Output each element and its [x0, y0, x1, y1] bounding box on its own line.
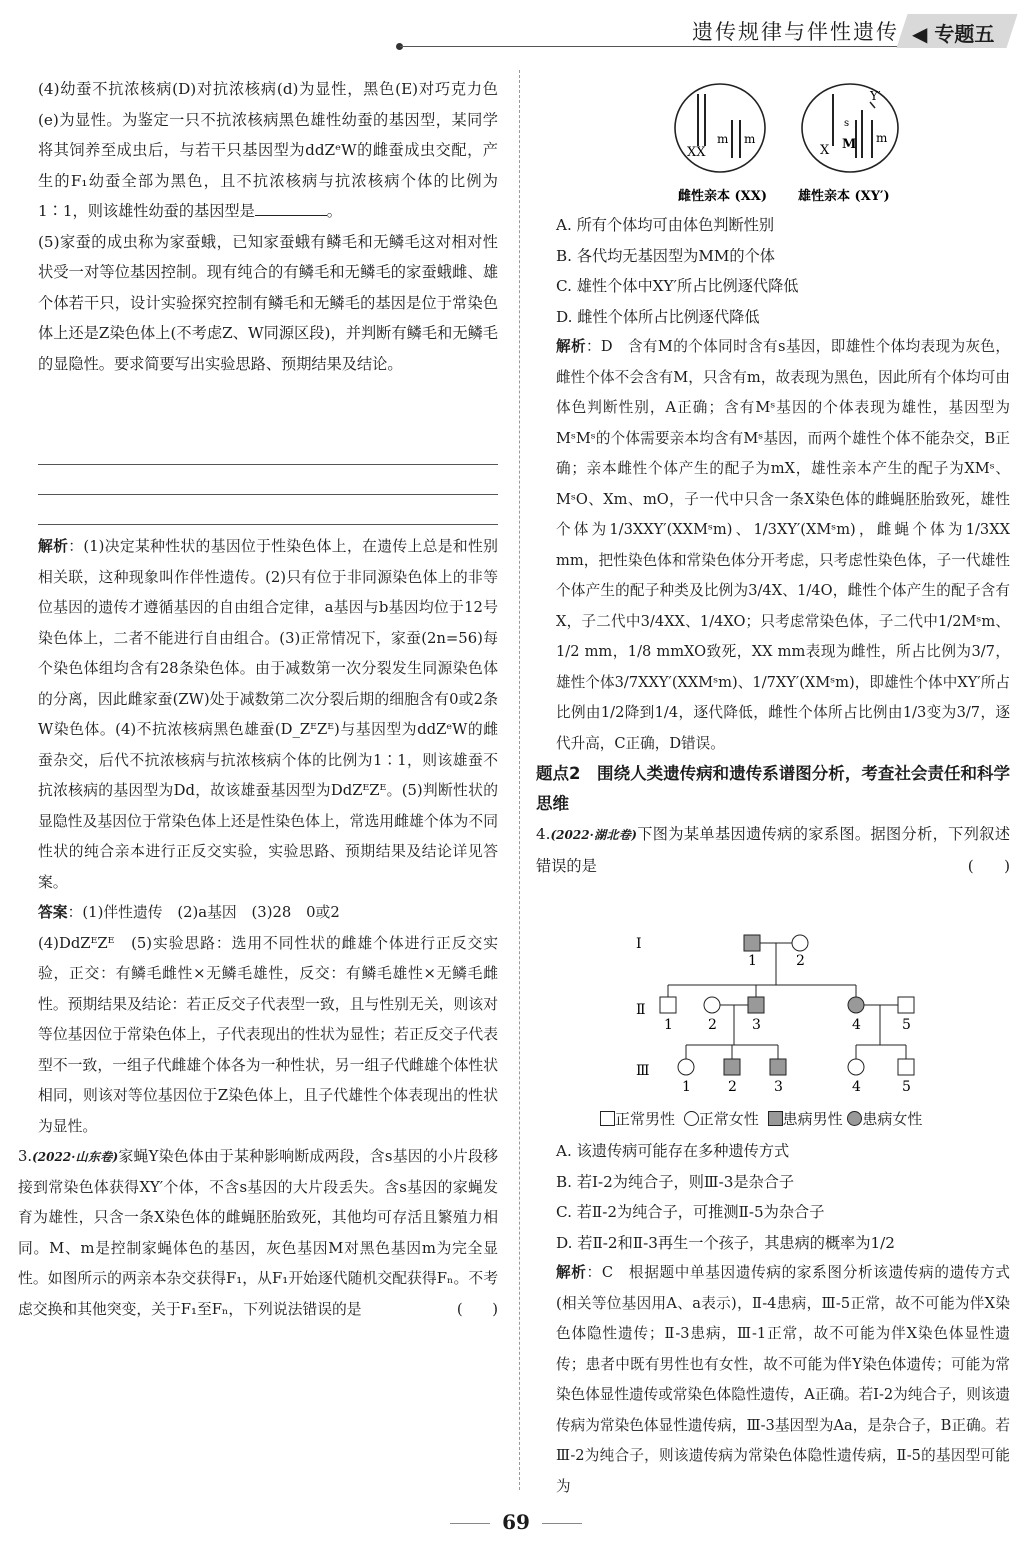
left-column	[38, 74, 498, 379]
male-m-label: m	[876, 131, 888, 145]
svg-text:5: 5	[902, 1017, 911, 1033]
section-heading: 题点2 围绕人类遗传病和遗传系谱图分析，考查社会责任和科学思维	[536, 764, 1010, 813]
q4-option-b: B. 若Ⅰ-2为纯合子，则Ⅲ-3是杂合子	[556, 1172, 795, 1191]
pedigree-legend: 正常男性 正常女性 患病男性 患病女性	[600, 1108, 922, 1129]
svg-text:1: 1	[664, 1017, 673, 1033]
page-number: 69	[0, 1510, 1032, 1534]
right-column	[536, 210, 1010, 881]
III-3-affected-male	[770, 1059, 786, 1075]
q3-option-b: B. 各代均无基因型为MM的个体	[556, 246, 775, 265]
q3-option-a: A. 所有个体均可由体色判断性别	[556, 216, 775, 234]
affected-female-icon	[847, 1111, 862, 1126]
analysis-label: 解析	[556, 1264, 587, 1281]
analysis-label: 解析	[38, 538, 69, 555]
chapter-tab: ◀ 专题五	[912, 22, 995, 46]
II-1-normal-male	[660, 997, 676, 1013]
female-parent-label: 雌性亲本 (XX)	[678, 189, 768, 204]
svg-text:1: 1	[748, 953, 757, 969]
female-xx-label: XX	[687, 145, 706, 160]
female-m-label: m	[717, 132, 729, 146]
question-5-text: (5)家蚕的成虫称为家蚕蛾，已知家蚕蛾有鳞毛和无鳞毛这对相对性状受一对等位基因控制。现有纯合的有鳞毛和无鳞毛的家蚕蛾雌、雄个体若干只，设计实验探究控制有鳞毛和无鳞毛的基因是位于常染色体上还是Z染色体上(不考虑Z、W同源区段)，并判断有鳞毛和无鳞毛的显隐性。要求简要写出实验思路、预期结果及结论。	[38, 232, 498, 373]
answer-paragraph: 答案：(1)伴性遗传 (2)a基因 (3)28 0或2	[38, 904, 340, 921]
answer-line-1	[38, 464, 498, 465]
left-analysis	[18, 532, 498, 1325]
II-5-normal-male	[898, 997, 914, 1013]
q3-option-c: C. 雄性个体中XY′所占比例逐代降低	[556, 277, 799, 295]
svg-text:4: 4	[852, 1079, 861, 1095]
right-column-lower	[556, 1136, 1010, 1502]
svg-text:4: 4	[852, 1017, 861, 1033]
answer-line-3	[38, 524, 498, 525]
III-2-affected-male	[724, 1059, 740, 1075]
question-4-text: (4)幼蚕不抗浓核病(D)对抗浓核病(d)为显性，黑色(E)对巧克力色(e)为显性。为鉴定一只不抗浓核病黑色雄性幼蚕的基因型，某同学将其饲养至成虫后，与若干只基因型为ddZᵉW的雌蚕成虫交配，产生的F₁幼蚕全部为黑色，且不抗浓核病与抗浓核病个体的比例为1∶1，则该雄性幼蚕的基因型是 。	[38, 80, 498, 220]
II-4-affected-female	[848, 997, 864, 1013]
normal-male-icon	[600, 1111, 615, 1126]
svg-text:1: 1	[682, 1079, 691, 1095]
affected-male-icon	[768, 1111, 783, 1126]
male-M-label: M	[842, 137, 857, 152]
normal-female-icon	[684, 1111, 699, 1126]
gen-II-label: Ⅱ	[636, 1002, 646, 1018]
male-parent-label: 雄性亲本 (XY′)	[798, 189, 890, 204]
header-rule	[400, 46, 900, 47]
male-x-label: X	[820, 143, 830, 158]
svg-text:2: 2	[728, 1079, 737, 1095]
question-4-right: 4.(2022·湖北卷)下图为某单基因遗传病的家系图。据图分析，下列叙述错误的是 ( )	[536, 825, 1010, 875]
answer-line-2	[38, 494, 498, 495]
q4-option-d: D. 若Ⅱ-2和Ⅱ-3再生一个孩子，其患病的概率为1/2	[556, 1233, 895, 1252]
gen-I-label: Ⅰ	[636, 936, 642, 952]
chromosome-figure	[670, 80, 910, 210]
male-cell	[802, 84, 898, 172]
q4-analysis: 解析：C 根据题中单基因遗传病的家系图分析该遗传病的遗传方式(相关等位基因用A、a表示)，Ⅱ-4患病，Ⅲ-5正常，故不可能为伴X染色体隐性遗传；Ⅱ-3患病，Ⅲ-1正常，故不可能为伴X染色体显性遗传；患者中既有男性也有女性，故不可能为伴Y染色体遗传；可能为常染色体显性遗传或常染色体隐性遗传，A正确。若Ⅰ-2为纯合子，则该遗传病为常染色体显性遗传病，Ⅲ-3基因型为Aa，是杂合子，B正确。若Ⅲ-2为纯合子，则该遗传病为常染色体隐性遗传病，Ⅱ-5的基因型可能为	[556, 1264, 1010, 1495]
answer-paragraph-2: (4)DdZᴱZᴱ (5)实验思路：选用不同性状的雌雄个体进行正反交实验，正交：有鳞毛雌性×无鳞毛雄性，反交：有鳞毛雄性×无鳞毛雌性。预期结果及结论：若正反交子代表型一致，且与性别无关，则该对等位基因位于常染色体上，子代表现出的性状为显性；若正反交子代表型不一致，一组子代雌雄个体各为一种性状，另一组子代雌雄个体性状相同，则该对等位基因位于Z染色体上，且子代雄性个体表现出的性状为显性。	[38, 934, 498, 1135]
svg-text:3: 3	[774, 1079, 783, 1095]
svg-text:5: 5	[902, 1079, 911, 1095]
II-3-affected-male	[748, 997, 764, 1013]
II-2-normal-female	[704, 997, 720, 1013]
q3-analysis: 解析：D 含有M的个体同时含有s基因，即雄性个体均表现为灰色，雌性个体不会含有M，只含有m，故表现为黑色，因此所有个体均可由体色判断性别，A正确；含有Mˢ基因的个体表现为雄性，基因型为MˢMˢ的个体需要亲本均含有Mˢ基因，而两个雄性个体不能杂交，B正确；亲本雌性个体产生的配子为mX，雄性亲本产生的配子为XMˢ、MˢO、Xm、mO，子一代中只含一条X染色体的雌蝇胚胎致死，雄性个体为1/3XXY′(XXMˢm)、1/3XY′(XMˢm)，雌蝇个体为1/3XX mm，把性染色体和常染色体分开考虑，只考虑性染色体，子一代雄性个体产生的配子种类及比例为3/4X、1/4O，雌性个体产生的配子含有X，子二代中3/4XX、1/4XO；只考虑常染色体，子二代中1/2Mˢm、1/2 mm，1/8 mmXO致死，XX mm表现为雌性，所占比例为3/7，雄性个体3/7XXY′(XXMˢm)、1/7XY′(XMˢm)，即雄性个体中XY′所占比例由1/2降到1/4，逐代降低，雌性个体所占比例由1/3变为3/7，逐代升高，C正确，D错误。	[556, 338, 1010, 752]
analysis-label: 解析	[556, 338, 586, 355]
answer-label: 答案	[38, 904, 68, 921]
analysis-paragraph: 解析：(1)决定某种性状的基因位于性染色体上，在遗传上总是和性别相关联，这种现象叫作伴性遗传。(2)只有位于非同源染色体上的非等位基因的遗传才遵循基因的自由组合定律，a基因与b基因均位于12号染色体上，二者不能进行自由组合。(3)正常情况下，家蚕(2n=56)每个染色体组均含有28条染色体。由于减数第一次分裂发生同源染色体的分离，因此雌家蚕(ZW)处于减数第二次分裂后期的细胞含有0或2条W染色体。(4)不抗浓核病黑色雄蚕(D_ZᴱZᴱ)与基因型为ddZᵉW的雌蚕杂交，后代不抗浓核病与抗浓核病个体的比例为1∶1，则该雄蚕不抗浓核病的基因型为Dd，故该雄蚕基因型为DdZᴱZᴱ。(5)判断性状的显隐性及基因位于常染色体上还是性染色体上，常选用雌雄个体为不同性状的纯合亲本进行正反交实验，实验思路、预期结果及结论详见答案。	[38, 538, 498, 891]
III-4-normal-female	[848, 1059, 864, 1075]
chapter-title: 遗传规律与伴性遗传	[692, 20, 899, 44]
svg-text:2: 2	[708, 1017, 717, 1033]
III-5-normal-male	[898, 1059, 914, 1075]
svg-text:3: 3	[752, 1017, 761, 1033]
male-y-label: Y′	[870, 89, 881, 103]
q3-option-d: D. 雌性个体所占比例逐代降低	[556, 307, 760, 326]
gen-III-label: Ⅲ	[636, 1063, 650, 1079]
column-divider	[519, 70, 520, 1490]
female-m2-label: m	[744, 132, 756, 146]
q4-option-a: A. 该遗传病可能存在多种遗传方式	[556, 1142, 790, 1160]
III-1-normal-female	[678, 1059, 694, 1075]
answer-blank	[255, 201, 327, 216]
svg-text:2: 2	[796, 953, 805, 969]
I-2-normal-female	[792, 935, 808, 951]
q4-option-c: C. 若Ⅱ-2为纯合子，可推测Ⅱ-5为杂合子	[556, 1203, 825, 1221]
question-3: 3.(2022·山东卷)家蝇Y染色体由于某种影响断成两段，含s基因的小片段移接到常染色体获得XY′个体，不含s基因的大片段丢失。含s基因的家蝇发育为雄性，只含一条X染色体的雌蝇胚胎致死，其他均可存活且繁殖力相同。M、m是控制家蝇体色的基因，灰色基因M对黑色基因m为完全显性。如图所示的两亲本杂交获得F₁，从F₁开始逐代随机交配获得Fₙ。不考虑交换和其他突变，关于F₁至Fₙ，下列说法错误的是 ( )	[18, 1148, 498, 1318]
male-s-label: s	[844, 118, 850, 129]
I-1-affected-male	[744, 935, 760, 951]
pedigree-chart	[600, 925, 1000, 1135]
